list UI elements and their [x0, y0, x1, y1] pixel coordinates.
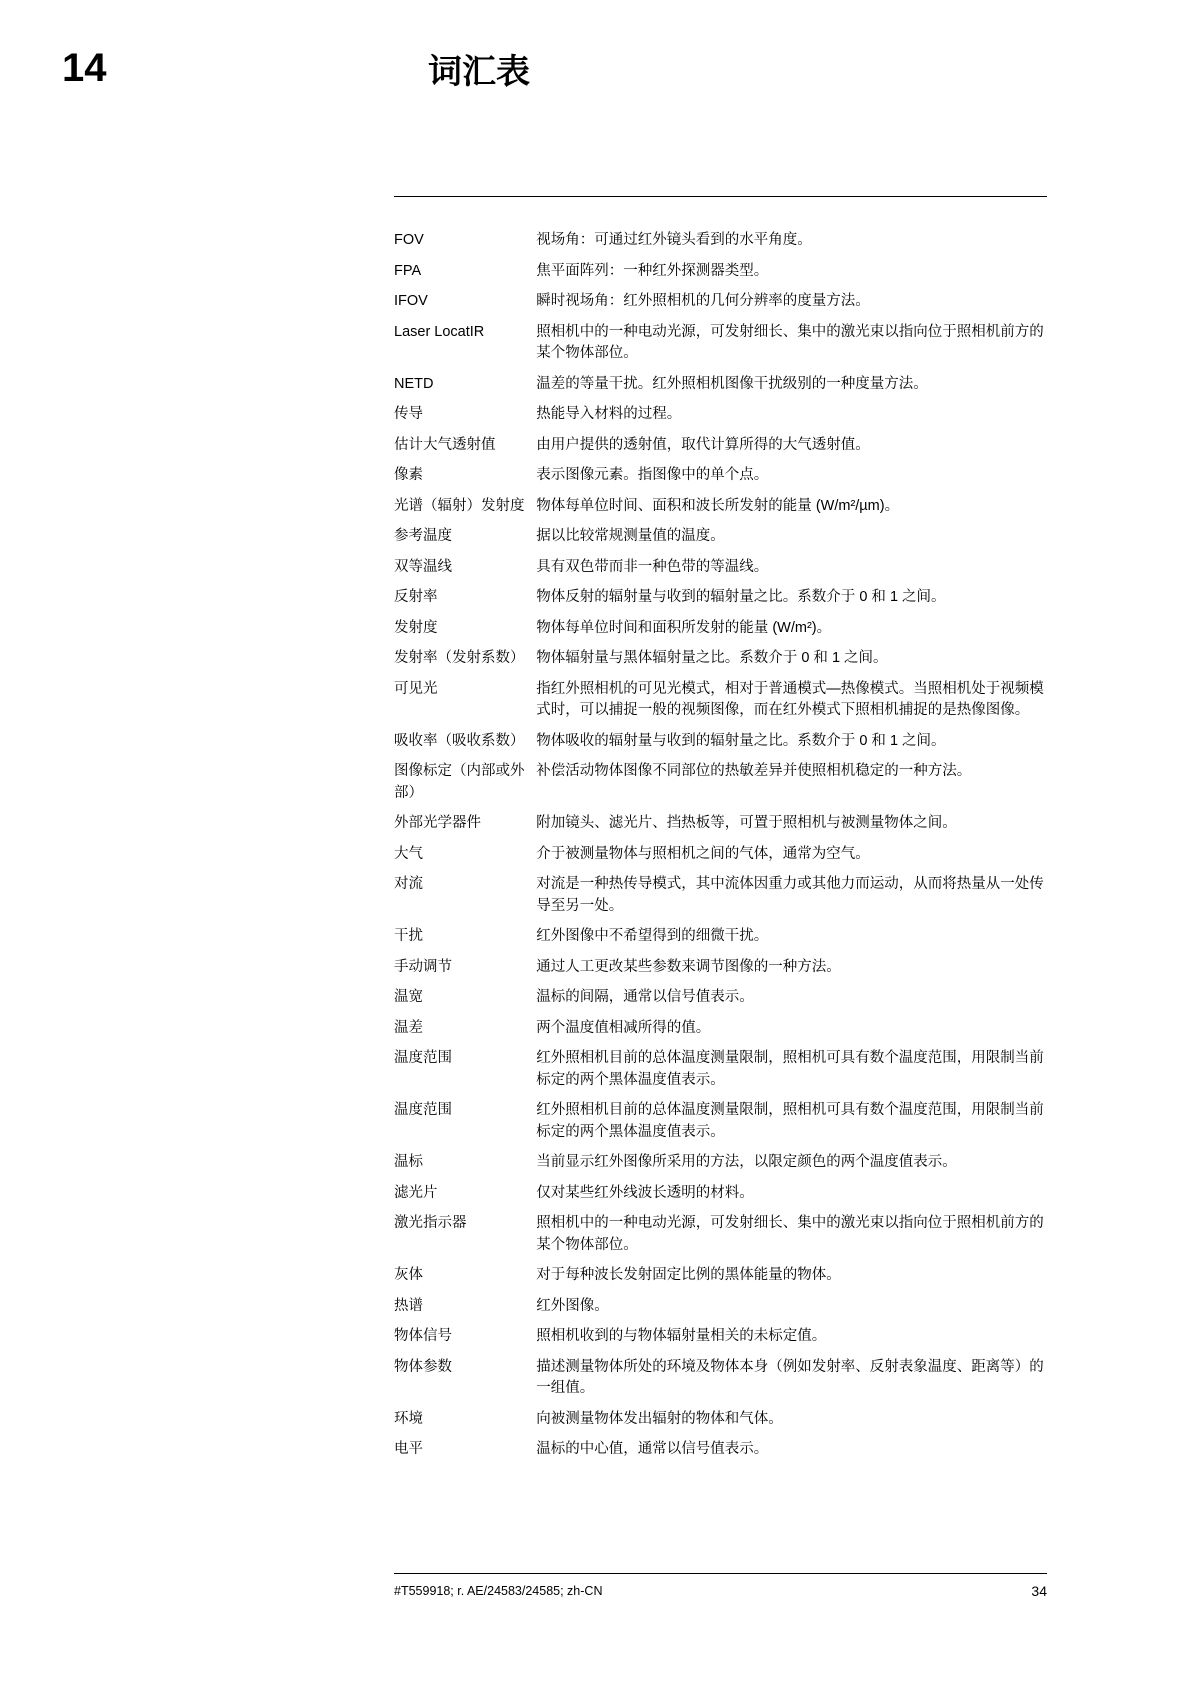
glossary-definition: 物体每单位时间、面积和波长所发射的能量 (W/m²/µm)。	[536, 497, 900, 514]
glossary-term: NETD	[394, 375, 434, 392]
glossary-term: 物体信号	[394, 1328, 452, 1344]
glossary-row	[394, 1357, 1047, 1409]
glossary-definition: 对于每种波长发射固定比例的黑体能量的物体。	[536, 1267, 841, 1283]
glossary-row	[394, 291, 1047, 322]
glossary-row	[394, 1213, 1047, 1265]
glossary-row	[394, 1265, 1047, 1296]
glossary-term: 温标	[394, 1154, 423, 1170]
glossary-row	[394, 926, 1047, 957]
glossary-row	[394, 230, 1047, 261]
glossary-definition: 仅对某些红外线波长透明的材料。	[536, 1184, 754, 1201]
glossary-row	[394, 618, 1047, 649]
glossary-definition: 具有双色带而非一种色带的等温线。	[536, 558, 769, 575]
glossary-definition: 通过人工更改某些参数来调节图像的一种方法。	[536, 958, 841, 975]
glossary-definition: 两个温度值相减所得的值。	[536, 1019, 711, 1036]
glossary-definition: 物体吸收的辐射量与收到的辐射量之比。系数介于 0 和 1 之间。	[536, 732, 946, 749]
glossary-row	[394, 1409, 1047, 1440]
glossary-term: 物体参数	[394, 1358, 452, 1375]
page-footer	[394, 1573, 1047, 1602]
glossary-row	[394, 526, 1047, 557]
glossary-term: FOV	[394, 232, 424, 248]
glossary-definition: 对流是一种热传导模式，其中流体因重力或其他力而运动，从而将热量从一处传导至另一处。	[536, 876, 1044, 914]
glossary-term: 温差	[394, 1019, 423, 1036]
glossary-term: 参考温度	[394, 528, 452, 544]
glossary-term: 环境	[394, 1410, 423, 1427]
glossary-term: 传导	[394, 406, 423, 422]
glossary-term: 反射率	[394, 589, 438, 605]
glossary-term: 可见光	[394, 680, 438, 697]
glossary-definition: 描述测量物体所处的环境及物体本身（例如发射率、反射表象温度、距离等）的一组值。	[536, 1358, 1044, 1396]
document-id: #T559918; r. AE/24583/24585; zh-CN	[394, 1584, 603, 1598]
glossary-term: 双等温线	[394, 558, 452, 575]
glossary-definition: 当前显示红外图像所采用的方法，以限定颜色的两个温度值表示。	[536, 1154, 957, 1170]
glossary-row	[394, 987, 1047, 1018]
glossary-definition: 热能导入材料的过程。	[536, 406, 682, 422]
glossary-row	[394, 374, 1047, 405]
glossary-definition: 据以比较常规测量值的温度。	[536, 528, 725, 544]
page-header	[0, 44, 1200, 114]
glossary-row	[394, 648, 1047, 679]
glossary-row	[394, 1183, 1047, 1214]
glossary-definition: 视场角：可通过红外镜头看到的水平角度。	[536, 232, 812, 248]
glossary-row	[394, 404, 1047, 435]
glossary-definition: 物体反射的辐射量与收到的辐射量之比。系数介于 0 和 1 之间。	[536, 589, 946, 605]
page-number: 34	[1031, 1583, 1047, 1599]
glossary-term: 估计大气透射值	[394, 436, 496, 453]
footer-row	[394, 1582, 1047, 1602]
glossary-definition: 指红外照相机的可见光模式，相对于普通模式—热像模式。当照相机处于视频模式时，可以捕捉一般的视频图像，而在红外模式下照相机捕捉的是热像图像。	[536, 680, 1044, 718]
glossary-row	[394, 322, 1047, 374]
glossary-definition: 物体辐射量与黑体辐射量之比。系数介于 0 和 1 之间。	[536, 650, 888, 666]
top-divider	[394, 196, 1047, 197]
glossary-definition: 温标的间隔，通常以信号值表示。	[536, 989, 754, 1005]
glossary-term: 温宽	[394, 989, 423, 1005]
glossary-term: FPA	[394, 262, 422, 279]
glossary-term: 发射率（发射系数）	[394, 650, 525, 666]
glossary-definition: 由用户提供的透射值，取代计算所得的大气透射值。	[536, 436, 870, 453]
glossary-row	[394, 844, 1047, 875]
glossary-table	[394, 230, 1047, 1470]
glossary-term: 手动调节	[394, 958, 452, 975]
glossary-definition: 红外照相机目前的总体温度测量限制，照相机可具有数个温度范围，用限制当前标定的两个黑体温度值表示。	[536, 1050, 1044, 1088]
glossary-term: 图像标定（内部或外部）	[394, 763, 525, 801]
glossary-term: 对流	[394, 876, 423, 892]
glossary-definition: 照相机中的一种电动光源，可发射细长、集中的激光束以指向位于照相机前方的某个物体部位。	[536, 323, 1044, 361]
glossary-term: 像素	[394, 467, 423, 483]
glossary-definition: 瞬时视场角：红外照相机的几何分辨率的度量方法。	[536, 293, 870, 309]
glossary-row	[394, 1048, 1047, 1100]
glossary-row	[394, 435, 1047, 466]
glossary-definition: 照相机收到的与物体辐射量相关的未标定值。	[536, 1328, 827, 1344]
glossary-row	[394, 1296, 1047, 1327]
glossary-row	[394, 557, 1047, 588]
glossary-term: 滤光片	[394, 1184, 438, 1201]
glossary-definition: 介于被测量物体与照相机之间的气体，通常为空气。	[536, 845, 870, 862]
glossary-row	[394, 1100, 1047, 1152]
glossary-term: 干扰	[394, 928, 423, 944]
glossary-definition: 温标的中心值，通常以信号值表示。	[536, 1441, 769, 1457]
glossary-row	[394, 874, 1047, 926]
glossary-row	[394, 587, 1047, 618]
glossary-term: 激光指示器	[394, 1215, 467, 1231]
glossary-row	[394, 761, 1047, 813]
glossary-row	[394, 679, 1047, 731]
glossary-definition: 红外图像。	[536, 1297, 609, 1314]
glossary-row	[394, 1018, 1047, 1049]
glossary-definition: 物体每单位时间和面积所发射的能量 (W/m²)。	[536, 619, 832, 636]
glossary-row	[394, 1326, 1047, 1357]
glossary-definition: 向被测量物体发出辐射的物体和气体。	[536, 1410, 783, 1427]
glossary-term: Laser LocatIR	[394, 323, 485, 340]
glossary-definition: 焦平面阵列：一种红外探测器类型。	[536, 262, 769, 279]
glossary-term: 灰体	[394, 1267, 423, 1283]
glossary-term: 温度范围	[394, 1102, 452, 1118]
glossary-term: 吸收率（吸收系数）	[394, 732, 525, 749]
glossary-row	[394, 261, 1047, 292]
glossary-definition: 温差的等量干扰。红外照相机图像干扰级别的一种度量方法。	[536, 375, 928, 392]
chapter-number: 14	[62, 46, 107, 90]
glossary-content	[394, 196, 1047, 1470]
glossary-definition: 补偿活动物体图像不同部位的热敏差异并使照相机稳定的一种方法。	[536, 763, 972, 779]
glossary-row	[394, 731, 1047, 762]
glossary-term: 电平	[394, 1441, 423, 1457]
glossary-row	[394, 957, 1047, 988]
glossary-term: 大气	[394, 845, 423, 862]
glossary-definition: 红外图像中不希望得到的细微干扰。	[536, 928, 769, 944]
glossary-definition: 红外照相机目前的总体温度测量限制，照相机可具有数个温度范围，用限制当前标定的两个黑体温度值表示。	[536, 1102, 1044, 1140]
glossary-term: 温度范围	[394, 1050, 452, 1066]
glossary-term: 外部光学器件	[394, 815, 481, 831]
glossary-term: 发射度	[394, 619, 438, 636]
bottom-divider	[394, 1573, 1047, 1574]
glossary-definition: 照相机中的一种电动光源，可发射细长、集中的激光束以指向位于照相机前方的某个物体部位。	[536, 1215, 1044, 1253]
glossary-term: IFOV	[394, 293, 428, 309]
glossary-row	[394, 1152, 1047, 1183]
page-title: 词汇表	[428, 53, 530, 91]
glossary-term: 热谱	[394, 1297, 423, 1314]
glossary-row	[394, 1439, 1047, 1470]
glossary-definition: 附加镜头、滤光片、挡热板等，可置于照相机与被测量物体之间。	[536, 815, 957, 831]
glossary-term: 光谱（辐射）发射度	[394, 497, 525, 514]
glossary-row	[394, 496, 1047, 527]
glossary-row	[394, 813, 1047, 844]
glossary-definition: 表示图像元素。指图像中的单个点。	[536, 467, 769, 483]
glossary-row	[394, 465, 1047, 496]
